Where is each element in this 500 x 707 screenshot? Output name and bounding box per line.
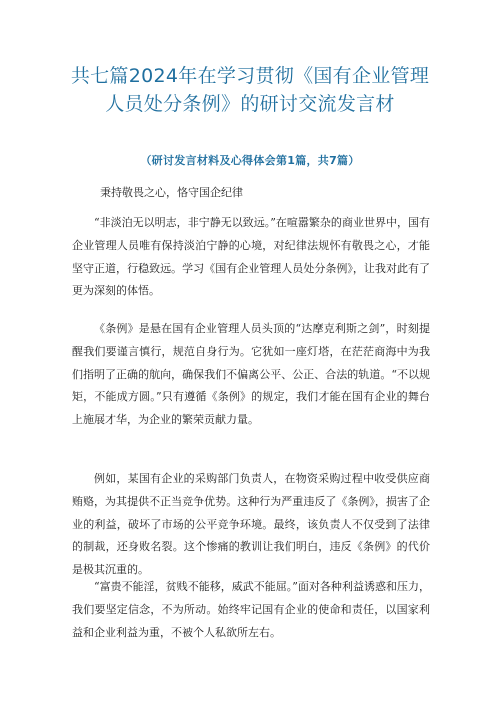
lead-heading: 秉持敬畏之心，恪守国企纪律 xyxy=(100,186,243,199)
body-paragraph-2: 《条例》是悬在国有企业管理人员头顶的“达摩克利斯之剑”，时刻提醒我们要谨言慎行，规范自身行为。它犹如一座灯塔，在茫茫商海中为我们指明了正确的航向，确保我们不偏离公平、公正、合法的轨道。“不以规矩，不能成方圆。”只有遵循《条例》的规定，我们才能在国有企业的舞台上施展才华，为企业的繁荣贡献力量。 xyxy=(72,322,430,427)
title-line-2: 人员处分条例》的研讨交流发言材 xyxy=(105,93,395,115)
body-paragraph-1: “非淡泊无以明志，非宁静无以致远。”在喧嚣繁杂的商业世界中，国有企业管理人员唯有保持淡泊宁静的心境，对纪律法规怀有敬畏之心，才能坚守正道，行稳致远。学习《国有企业管理人员处分条例》，让我对此有了更为深刻的体悟。 xyxy=(72,216,430,298)
body-paragraph-3: 例如，某国有企业的采购部门负责人，在物资采购过程中收受供应商贿赂，为其提供不正当竞争优势。这种行为严重违反了《条例》，损害了企业的利益，破坏了市场的公平竞争环境。最终，该负责人不仅受到了法律的制裁，还身败名裂。这个惨痛的教训让我们明白，违反《条例》的代价是极其沉重的。 xyxy=(72,472,430,577)
document-title xyxy=(60,62,440,118)
document-subtitle: （研讨发言材料及心得体会第1篇，共7篇） xyxy=(140,154,360,167)
body-paragraph-4: “富贵不能淫，贫贱不能移，威武不能屈。”面对各种利益诱惑和压力，我们要坚定信念，不为所动。始终牢记国有企业的使命和责任，以国家利益和企业利益为重，不被个人私欲所左右。 xyxy=(72,580,430,639)
title-line-1: 共七篇2024年在学习贯彻《国有企业管理 xyxy=(70,65,430,87)
